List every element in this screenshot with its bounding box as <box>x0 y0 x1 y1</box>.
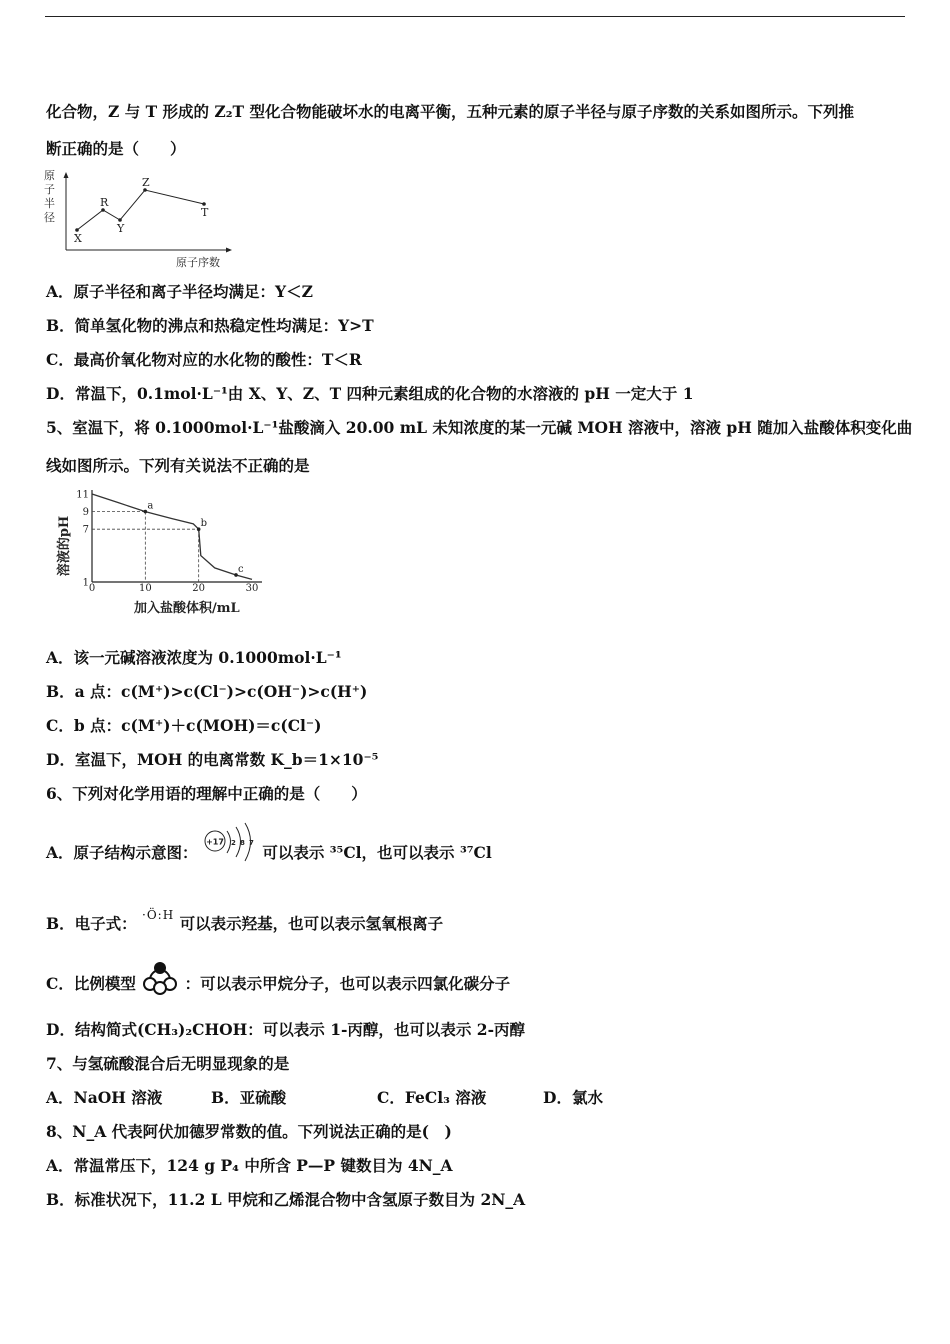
q5-ytick-11: 11 <box>76 489 89 501</box>
q4-x-axis-arrow <box>226 248 232 253</box>
header-rule <box>45 16 905 17</box>
q6-a-suffix: 可以表示 ³⁵Cl，也可以表示 ³⁷Cl <box>262 843 492 862</box>
q6-option-c <box>46 974 510 996</box>
q5-xtick-30: 30 <box>245 583 259 594</box>
q4-point-label-X: X <box>74 232 82 245</box>
q4-ylabel-char-4: 径 <box>44 211 55 224</box>
q6-option-d: D．结构简式(CH₃)₂CHOH：可以表示 1-丙醇，也可以表示 2-丙醇 <box>46 1020 526 1039</box>
q4-option-a: A．原子半径和离子半径均满足：Y＜Z <box>46 282 313 301</box>
q5-xtick-10: 10 <box>138 583 152 594</box>
q6-a-prefix: A．原子结构示意图： <box>46 843 198 862</box>
q5-xtick-0: 0 <box>88 583 96 594</box>
q5-xlabel: 加入盐酸体积/mL <box>134 601 240 616</box>
q4-ylabel-char-1: 原 <box>44 169 55 182</box>
q5-option-b: B．a 点：c(M⁺)>c(Cl⁻)>c(OH⁻)>c(H⁺) <box>46 682 368 701</box>
q7-option-d: D．氯水 <box>543 1088 603 1107</box>
q8-option-b: B．标准状况下，11.2 L 甲烷和乙烯混合物中含氢原子数目为 2N_A <box>46 1190 526 1209</box>
q5-option-d: D．室温下，MOH 的电离常数 K_b＝1×10⁻⁵ <box>46 750 379 769</box>
q5-ph-chart <box>48 484 278 624</box>
q5-point-label-b: b <box>200 518 208 530</box>
q5-option-c: C．b 点：c(M⁺)＋c(MOH)＝c(Cl⁻) <box>46 716 322 735</box>
q4-y-axis-arrow <box>64 172 69 178</box>
q6-option-a <box>46 837 492 865</box>
space-filling-model-icon <box>141 960 179 996</box>
q7-stem: 7、与氢硫酸混合后无明显现象的是 <box>46 1054 290 1073</box>
nucleus-charge: +17 <box>206 837 224 847</box>
q4-point-label-Y: Y <box>117 222 125 235</box>
q4-point-label-Z: Z <box>142 176 150 189</box>
q6-option-b <box>46 908 444 935</box>
q4-radius-chart <box>42 166 242 270</box>
q6-c-suffix: ：可以表示甲烷分子，也可以表示四氯化碳分子 <box>184 974 511 993</box>
q7-option-a: A．NaOH 溶液 <box>46 1088 163 1107</box>
q4-stem-line2: 断正确的是（ ） <box>46 139 186 158</box>
q7-option-c: C．FeCl₃ 溶液 <box>377 1088 487 1107</box>
electron-formula: ·Ö:H <box>142 908 175 922</box>
q4-point-label-T: T <box>201 206 209 219</box>
q7-option-b: B．亚硫酸 <box>211 1088 287 1107</box>
q5-xtick-20: 20 <box>192 583 206 594</box>
q5-stem-line1: 5、室温下，将 0.1000mol·L⁻¹盐酸滴入 20.00 mL 未知浓度的某一元碱 MOH 溶液中，溶液 pH 随加入盐酸体积变化曲 <box>46 418 913 437</box>
q5-ytick-1: 1 <box>82 577 89 589</box>
q5-option-a: A．该一元碱溶液浓度为 0.1000mol·L⁻¹ <box>46 648 342 667</box>
q4-option-b: B．简单氢化物的沸点和热稳定性均满足：Y>T <box>46 316 374 335</box>
q6-b-prefix: B．电子式： <box>46 914 137 933</box>
q6-c-prefix: C．比例模型 <box>46 974 136 993</box>
q4-series-line <box>77 190 204 230</box>
q8-option-a: A．常温常压下，124 g P₄ 中所含 P—P 键数目为 4N_A <box>46 1156 453 1175</box>
q8-stem: 8、N_A 代表阿伏加德罗常数的值。下列说法正确的是( ) <box>46 1122 452 1141</box>
q5-point-label-a: a <box>147 500 154 512</box>
q5-stem-line2: 线如图所示。下列有关说法不正确的是 <box>46 456 310 475</box>
q4-point-label-R: R <box>100 196 109 209</box>
q5-ytick-7: 7 <box>82 524 89 536</box>
shell-electrons-3: 7 <box>248 839 254 847</box>
shell-arc-1 <box>227 831 231 853</box>
q6-b-suffix: 可以表示羟基，也可以表示氢氧根离子 <box>179 914 444 933</box>
q4-ylabel-char-2: 子 <box>44 183 55 196</box>
q4-stem-line1: 化合物，Z 与 T 形成的 Z₂T 型化合物能破坏水的电离平衡，五种元素的原子半径与原子序数的关系如图所示。下列推 <box>46 102 854 121</box>
q4-option-d: D．常温下，0.1mol·L⁻¹由 X、Y、Z、T 四种元素组成的化合物的水溶液的 pH 一定大于 1 <box>46 384 694 403</box>
q6-stem: 6、下列对化学用语的理解中正确的是（ ） <box>46 784 367 803</box>
q5-ytick-9: 9 <box>82 507 89 519</box>
q4-ylabel-char-3: 半 <box>44 197 55 210</box>
q5-ylabel: 溶液的pH <box>57 515 72 577</box>
atom-structure-diagram <box>203 821 257 865</box>
q4-option-c: C．最高价氧化物对应的水化物的酸性：T＜R <box>46 350 362 369</box>
shell-electrons-1: 2 <box>230 839 236 847</box>
q5-point-label-c: c <box>238 563 244 575</box>
q5-titration-curve <box>92 494 252 579</box>
shell-electrons-2: 8 <box>239 839 245 847</box>
q4-xlabel: 原子序数 <box>176 256 220 269</box>
